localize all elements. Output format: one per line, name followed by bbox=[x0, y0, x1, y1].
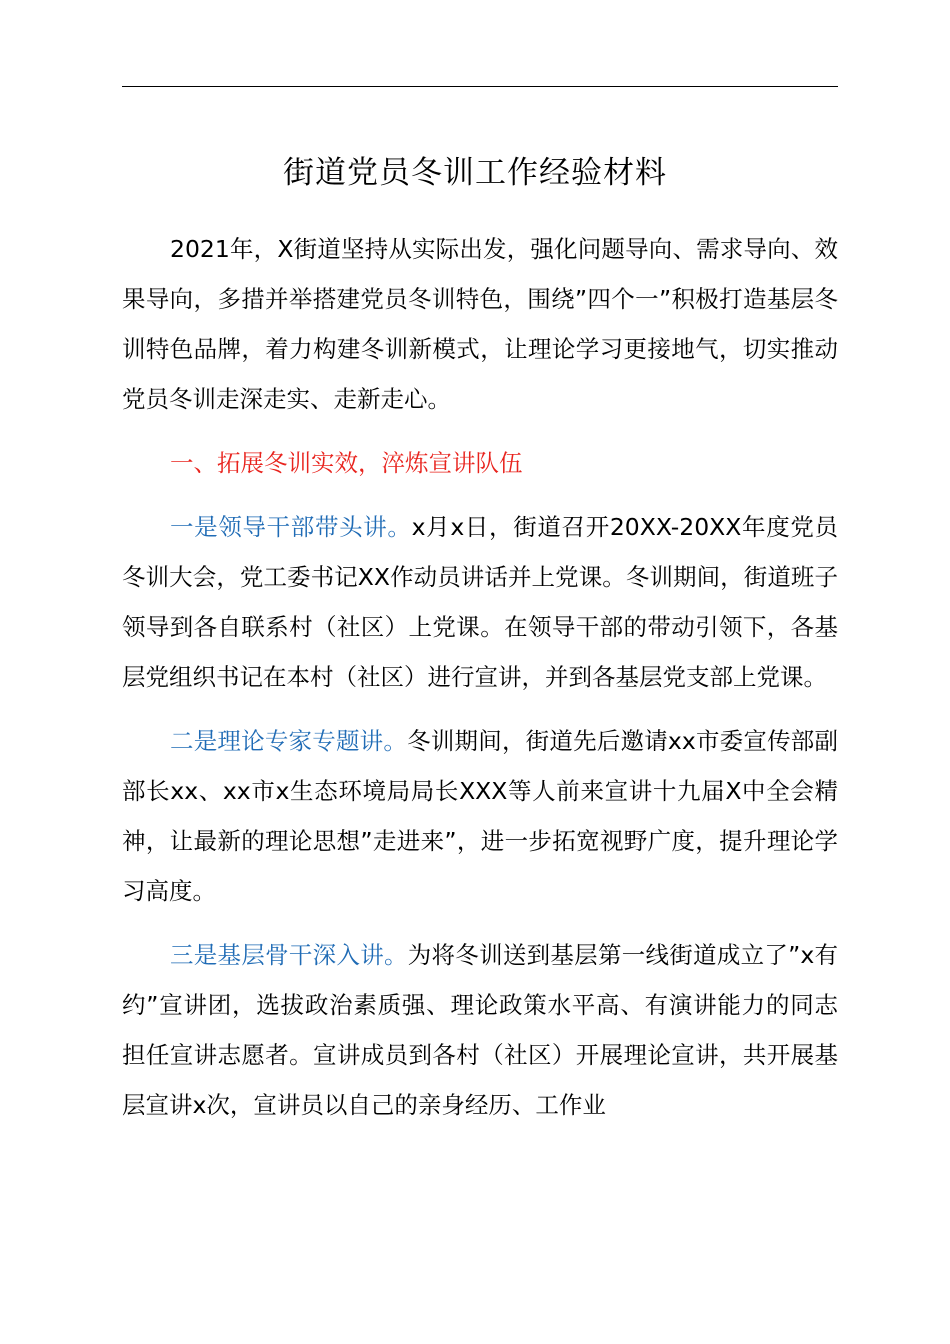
item-lead-1: 一是领导干部带头讲。 bbox=[170, 513, 412, 541]
item-text-1: x月x日，街道召开20XX-20XX年度党员冬训大会，党工委书记XX作动员讲话并上党课。冬训期间，街道班子领导到各自联系村（社区）上党课。在领导干部的带动引领下，各基层党组织书记在本村（社区）进行宣讲，并到各基层党支部上党课。 bbox=[122, 513, 839, 691]
item-text-3: 为将冬训送到基层第一线街道成立了”x有约”宣讲团，选拔政治素质强、理论政策水平高、有演讲能力的同志担任宣讲志愿者。宣讲成员到各村（社区）开展理论宣讲，共开展基层宣讲x次，宣讲员以自己的亲身经历、工作业 bbox=[122, 941, 838, 1119]
item-paragraph-3 bbox=[122, 930, 838, 1130]
document-body bbox=[122, 224, 838, 1144]
item-lead-3: 三是基层骨干深入讲。 bbox=[170, 941, 408, 969]
item-paragraph-1 bbox=[122, 502, 838, 702]
item-text-2: 冬训期间，街道先后邀请xx市委宣传部副部长xx、xx市x生态环境局局长XXX等人前来宣讲十九届X中全会精神，让最新的理论思想”走进来”，进一步拓宽视野广度，提升理论学习高度。 bbox=[122, 727, 838, 905]
document-title: 街道党员冬训工作经验材料 bbox=[283, 155, 667, 191]
item-paragraph-2 bbox=[122, 716, 838, 916]
header-rule bbox=[122, 86, 838, 87]
intro-paragraph: 2021年，X街道坚持从实际出发，强化问题导向、需求导向、效果导向，多措并举搭建党员冬训特色，围绕”四个一”积极打造基层冬训特色品牌，着力构建冬训新模式，让理论学习更接地气，切实推动党员冬训走深走实、走新走心。 bbox=[122, 235, 838, 413]
section-heading: 一、拓展冬训实效，淬炼宣讲队伍 bbox=[170, 449, 523, 477]
item-lead-2: 二是理论专家专题讲。 bbox=[170, 727, 408, 755]
